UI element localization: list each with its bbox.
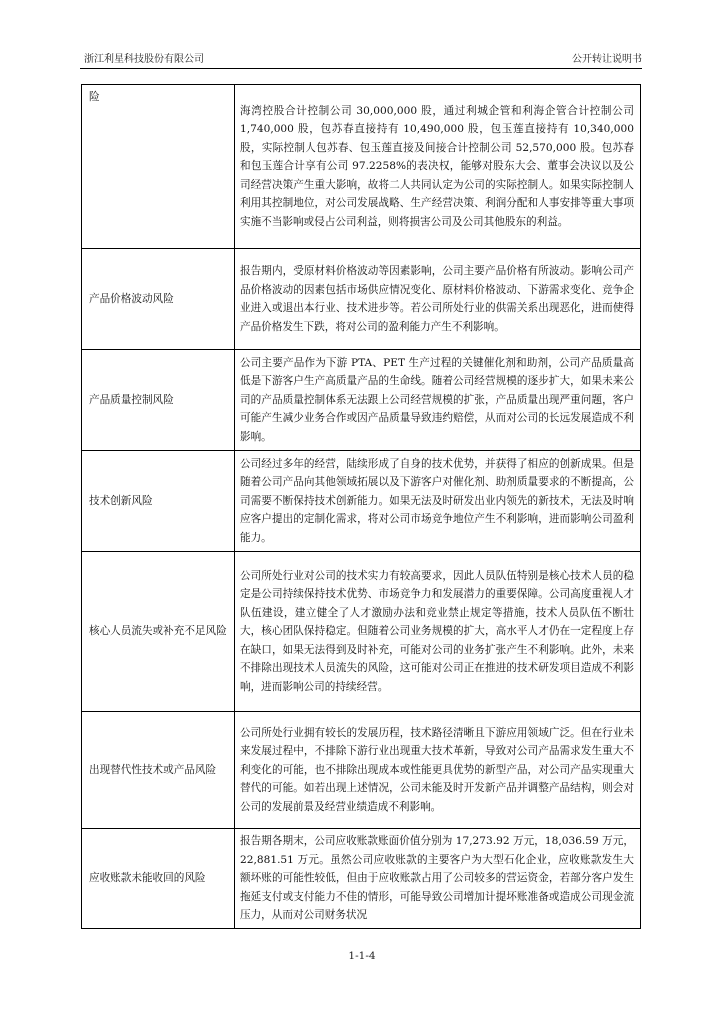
risk-name: 产品质量控制风险	[82, 350, 235, 451]
risk-name: 技术创新风险	[82, 451, 235, 552]
risk-name: 应收账款未能收回的风险	[82, 829, 235, 929]
risk-description: 公司所处行业对公司的技术实力有较高要求，因此人员队伍特别是核心技术人员的稳定是公司持续保持技术优势、市场竞争力和发展潜力的重要保障。公司高度重视人才队伍建设，建立健全了人才激励办法和竞业禁止规定等措施，技术人员队伍不断壮大，核心团队保持稳定。但随着公司业务规模的扩大，高水平人才仍在一定程度上存在缺口，如果无法得到及时补充，可能对公司的业务扩张产生不利影响。此外，未来不排除出现技术人员流失的风险，这可能对公司正在推进的技术研发项目造成不利影响，进而影响公司的持续经营。	[235, 552, 641, 712]
risk-description: 公司所处行业拥有较长的发展历程，技术路径清晰且下游应用领域广泛。但在行业未来发展过程中，不排除下游行业出现重大技术革新，导致对公司产品需求发生重大不利变化的可能，也不排除出现成本或性能更具优势的新型产品，对公司产品实现重大替代的可能。如若出现上述情况，公司未能及时开发新产品并调整产品结构，则会对公司的发展前景及经营业绩造成不利影响。	[235, 712, 641, 829]
table-row	[82, 829, 641, 929]
table-row	[82, 552, 641, 712]
header-divider	[80, 68, 642, 69]
table-row	[82, 350, 641, 451]
table-row	[82, 85, 641, 249]
risk-description: 公司主要产品作为下游 PTA、PET 生产过程的关键催化剂和助剂，公司产品质量高低是下游客户生产高质量产品的生命线。随着公司经营规模的逐步扩大，如果未来公司的产品质量控制体系无法跟上公司经营规模的扩张，产品质量出现严重问题，客户可能产生减少业务合作或因产品质量导致违约赔偿，从而对公司的长远发展造成不利影响。	[235, 350, 641, 451]
risk-description: 报告期内，受原材料价格波动等因素影响，公司主要产品价格有所波动。影响公司产品价格波动的因素包括市场供应情况变化、原材料价格波动、下游需求变化、竞争企业进入或退出本行业、技术进步等。若公司所处行业的供需关系出现恶化，进而使得产品价格发生下跌，将对公司的盈利能力产生不利影响。	[235, 249, 641, 350]
risk-name: 险	[82, 85, 235, 249]
page-number: 1-1-4	[348, 950, 376, 962]
risk-name: 产品价格波动风险	[82, 249, 235, 350]
page-header	[80, 52, 642, 68]
risk-name: 核心人员流失或补充不足风险	[82, 552, 235, 712]
risk-description: 海湾控股合计控制公司 30,000,000 股，通过利城企管和利海企管合计控制公司 1,740,000 股，包苏春直接持有 10,490,000 股，包玉莲直接持有 10,340,000 股，实际控制人包苏春、包玉莲直接及间接合计控制公司 52,570,000 股。包苏春和包玉莲合计享有公司 97.2258%的表决权，能够对股东大会、董事会决议以及公司经营决策产生重大影响，故将二人共同认定为公司的实际控制人。如果实际控制人利用其控制地位，对公司发展战略、生产经营决策、利润分配和人事安排等重大事项实施不当影响或侵占公司利益，则将损害公司及公司其他股东的利益。	[235, 85, 641, 249]
risk-description: 报告期各期末，公司应收账款账面价值分别为 17,273.92 万元，18,036.59 万元，22,881.51 万元。虽然公司应收账款的主要客户为大型石化企业，应收账款发生大额坏账的可能性较低，但由于应收账款占用了公司较多的营运资金，若部分客户发生拖延支付或支付能力不佳的情形，可能导致公司增加计提坏账准备或造成公司现金流压力，从而对公司财务状况	[235, 829, 641, 929]
table-row	[82, 249, 641, 350]
risk-name: 出现替代性技术或产品风险	[82, 712, 235, 829]
document-type: 公开转让说明书	[572, 54, 642, 65]
risk-description: 公司经过多年的经营，陆续形成了自身的技术优势，并获得了相应的创新成果。但是随着公司产品向其他领域拓展以及下游客户对催化剂、助剂质量要求的不断提高，公司需要不断保持技术创新能力。如果无法及时研发出业内领先的新技术，无法及时响应客户提出的定制化需求，将对公司市场竞争地位产生不利影响，进而影响公司盈利能力。	[235, 451, 641, 552]
company-name: 浙江利星科技股份有限公司	[84, 54, 204, 65]
risk-table	[81, 84, 641, 929]
table-row	[82, 451, 641, 552]
table-row	[82, 712, 641, 829]
